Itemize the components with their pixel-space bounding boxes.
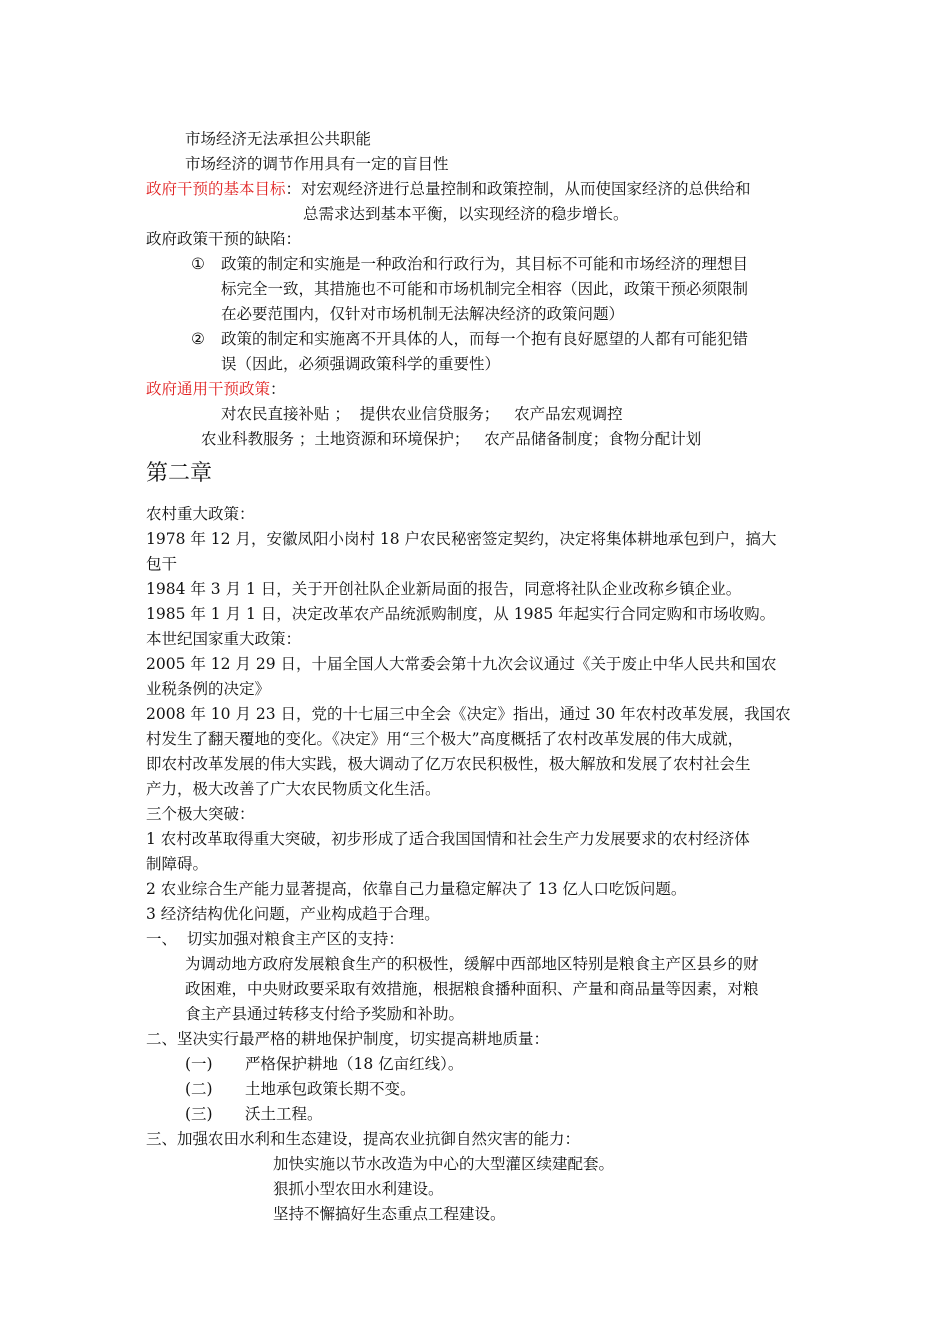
defect-1-line-1: 政策的制定和实施是一种政治和行政行为，其目标不可能和市场经济的理想目 (221, 255, 749, 273)
section-2-item-3: 沃土工程。 (245, 1105, 323, 1123)
section-2-item-2: 土地承包政策长期不变。 (245, 1080, 416, 1098)
market-line-2: 市场经济的调节作用具有一定的盲目性 (185, 155, 449, 173)
section-1-title: 一、 切实加强对粮食主产区的支持： (146, 930, 404, 948)
century-line-4: 村发生了翻天覆地的变化。《决定》用“三个极大”高度概括了农村改革发展的伟大成就， (146, 730, 744, 748)
rural-line-1: 1978 年 12 月，安徽凤阳小岗村 18 户农民秘密签定契约，决定将集体耕地承包到户，搞大 (146, 530, 777, 548)
breakthroughs-title: 三个极大突破： (146, 805, 255, 823)
section-1-line-1: 为调动地方政府发展粮食生产的积极性，缓解中西部地区特别是粮食主产区县乡的财 (185, 955, 759, 973)
policies-line-1: 对农民直接补贴 ； 提供农业信贷服务； 农产品宏观调控 (221, 405, 623, 423)
defect-1-line-3: 在必要范围内，仅针对市场机制无法解决经济的政策问题） (221, 305, 625, 323)
rural-line-4: 1985 年 1 月 1 日，决定改革农产品统派购制度，从 1985 年起实行合同定购和市场收购。 (146, 605, 776, 623)
century-line-5: 即农村改革发展的伟大实践，极大调动了亿万农民积极性，极大解放和发展了农村社会生 (146, 755, 751, 773)
goal-text-2: 总需求达到基本平衡，以实现经济的稳步增长。 (303, 205, 629, 223)
section-1-line-3: 食主产县通过转移支付给予奖励和补助。 (185, 1005, 465, 1023)
century-title: 本世纪国家重大政策： (146, 630, 302, 648)
defects-title: 政府政策干预的缺陷： (146, 230, 302, 248)
section-2-marker-2: (二) (185, 1080, 213, 1098)
rural-line-3: 1984 年 3 月 1 日，关于开创社队企业新局面的报告，同意将社队企业改称乡镇企业。 (146, 580, 742, 598)
policies-colon: ： (270, 380, 286, 398)
section-3-title: 三、加强农田水利和生态建设，提高农业抗御自然灾害的能力： (146, 1130, 581, 1148)
breakthrough-line-1: 1 农村改革取得重大突破，初步形成了适合我国国情和社会生产力发展要求的农村经济体 (146, 830, 750, 848)
defect-marker-1: ① (191, 255, 205, 273)
breakthrough-line-2: 制障碍。 (146, 855, 209, 873)
section-2-marker-1: (一) (185, 1055, 213, 1073)
chapter-heading: 第二章 (146, 461, 213, 486)
century-line-1: 2005 年 12 月 29 日，十届全国人大常委会第十九次会议通过《关于废止中华人民共和国农 (146, 655, 777, 673)
policies-line-2: 农业科教服务 ；土地资源和环境保护； 农产品储备制度；食物分配计划 (201, 430, 702, 448)
century-line-6: 产力，极大改善了广大农民物质文化生活。 (146, 780, 441, 798)
century-line-3: 2008 年 10 月 23 日，党的十七届三中全会《决定》指出，通过 30 年农村改革发展，我国农 (146, 705, 791, 723)
policies-heading (146, 377, 286, 402)
goal-colon: ： (285, 180, 302, 198)
section-3-line-2: 狠抓小型农田水利建设。 (273, 1180, 444, 1198)
goal-label: 政府干预的基本目标 (146, 180, 286, 198)
goal-text-1: 对宏观经济进行总量控制和政策控制，从而使国家经济的总供给和 (301, 180, 751, 198)
market-line-1: 市场经济无法承担公共职能 (185, 130, 372, 148)
goal-paragraph (146, 177, 751, 202)
rural-line-2: 包干 (146, 555, 178, 573)
section-2-marker-3: (三) (185, 1105, 213, 1123)
defect-2-line-1: 政策的制定和实施离不开具体的人，而每一个抱有良好愿望的人都有可能犯错 (221, 330, 749, 348)
breakthrough-line-4: 3 经济结构优化问题，产业构成趋于合理。 (146, 905, 440, 923)
defect-marker-2: ② (191, 330, 205, 348)
section-2-title: 二、坚决实行最严格的耕地保护制度，切实提高耕地质量： (146, 1030, 550, 1048)
defect-1-line-2: 标完全一致，其措施也不可能和市场机制完全相容（因此，政策干预必须限制 (221, 280, 749, 298)
policies-label: 政府通用干预政策 (146, 380, 271, 398)
century-line-2: 业税条例的决定》 (146, 680, 271, 698)
breakthrough-line-3: 2 农业综合生产能力显著提高，依靠自己力量稳定解决了 13 亿人口吃饭问题。 (146, 880, 687, 898)
section-3-line-1: 加快实施以节水改造为中心的大型灌区续建配套。 (273, 1155, 615, 1173)
defect-2-line-2: 误（因此，必须强调政策科学的重要性） (221, 355, 501, 373)
section-2-item-1: 严格保护耕地（18 亿亩红线）。 (245, 1055, 464, 1073)
section-1-line-2: 政困难，中央财政要采取有效措施，根据粮食播种面积、产量和商品量等因素，对粮 (185, 980, 759, 998)
rural-title: 农村重大政策： (146, 505, 255, 523)
section-3-line-3: 坚持不懈搞好生态重点工程建设。 (273, 1205, 506, 1223)
